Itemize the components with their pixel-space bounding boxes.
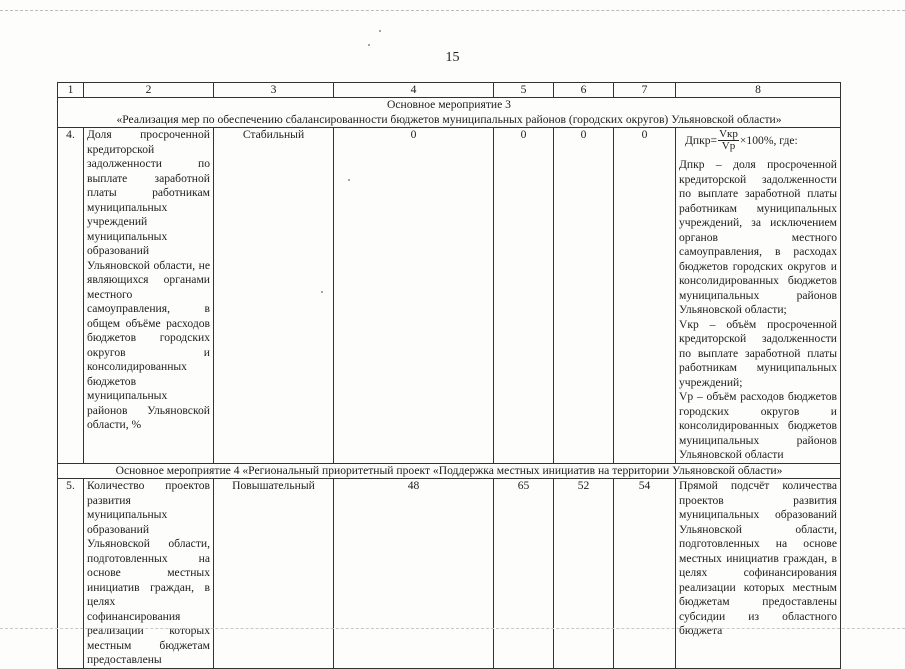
definition-dpkr: Дпкр – доля просроченной кредиторской задолженности по выплате заработной платы работникам муниципальных учреждений, за исключением органов местного самоуправления, в расходах бюджетов городских округов и консолидированных бюджетов муниципальных районов Ульяновской области; (679, 158, 837, 316)
section-4-row (58, 463, 841, 479)
formula (685, 129, 837, 152)
value-col-7: 54 (614, 479, 676, 669)
section-4-heading: Основное мероприятие 4 «Региональный приоритетный проект «Поддержка местных инициатив на территории Ульяновской области» (58, 463, 841, 479)
header-cell: 2 (84, 83, 214, 98)
column-number-row (58, 83, 841, 98)
scan-top-edge (0, 10, 905, 11)
definition-vr: Vр – объём расходов бюджетов городских округов и консолидированных бюджетов муниципальных районов Ульяновской области (679, 390, 837, 461)
formula-numerator: Vкр (719, 128, 738, 140)
value-col-7: 0 (614, 128, 676, 464)
scan-speck (379, 30, 381, 32)
value-col-6: 0 (554, 128, 614, 464)
row-number: 5. (58, 479, 84, 669)
table-row (58, 128, 841, 464)
section-3-subtitle: «Реализация мер по обеспечению сбалансированности бюджетов муниципальных районов (городских округов) Ульяновской области» (116, 112, 782, 126)
header-cell: 3 (214, 83, 334, 98)
value-col-5: 65 (494, 479, 554, 669)
section-3-heading (58, 98, 841, 128)
formula-left: Дпкр= (685, 134, 718, 147)
indicator-name-text: Доля просроченной кредиторской задолженности по выплате заработной платы работникам муниципальных учреждений муниципальных образований Ульяновской области, не являющихся органами местного самоуправления, в общем объёме расходов бюджетов городских округов и консолидированных бюджетов муниципальных районов Ульяновской области, % (87, 128, 210, 431)
section-3-row (58, 98, 841, 128)
scan-speck (368, 44, 370, 46)
scan-bottom-edge (0, 628, 905, 629)
indicators-table (57, 82, 841, 669)
header-cell: 4 (334, 83, 494, 98)
header-cell: 8 (676, 83, 841, 98)
calculation-method (676, 128, 841, 464)
header-cell: 1 (58, 83, 84, 98)
header-cell: 7 (614, 83, 676, 98)
value-col-4: 0 (334, 128, 494, 464)
indicator-name (84, 128, 214, 464)
header-cell: 5 (494, 83, 554, 98)
value-col-5: 0 (494, 128, 554, 464)
formula-fraction (718, 129, 739, 152)
trend-type: Повышательный (214, 479, 334, 669)
scan-speck (348, 179, 350, 181)
formula-denominator: Vр (721, 140, 736, 152)
calculation-method: Прямой подсчёт количества проектов развития муниципальных образований Ульяновской области, подготовленных на основе местных инициатив граждан, в целях софинансирования реализации которых местным бюджетам предоставлены субсидии из областного бюджета (676, 479, 841, 669)
indicator-name-text: Количество проектов развития муниципальных образований Ульяновской области, подготовленных на основе местных инициатив граждан, в целях софинансирования реализации которых местным бюджетам предоставлены (87, 479, 210, 666)
header-cell: 6 (554, 83, 614, 98)
formula-right: ×100%, где: (739, 134, 798, 147)
value-col-4: 48 (334, 479, 494, 669)
section-3-title: Основное мероприятие 3 (387, 98, 511, 111)
value-col-6: 52 (554, 479, 614, 669)
trend-type: Стабильный (214, 128, 334, 464)
definition-vkr: Vкр – объём просроченной кредиторской задолженности по выплате заработной платы работникам муниципальных учреждений; (679, 317, 837, 389)
page-number: 15 (445, 50, 460, 65)
scan-speck (321, 291, 323, 293)
row-number: 4. (58, 128, 84, 464)
